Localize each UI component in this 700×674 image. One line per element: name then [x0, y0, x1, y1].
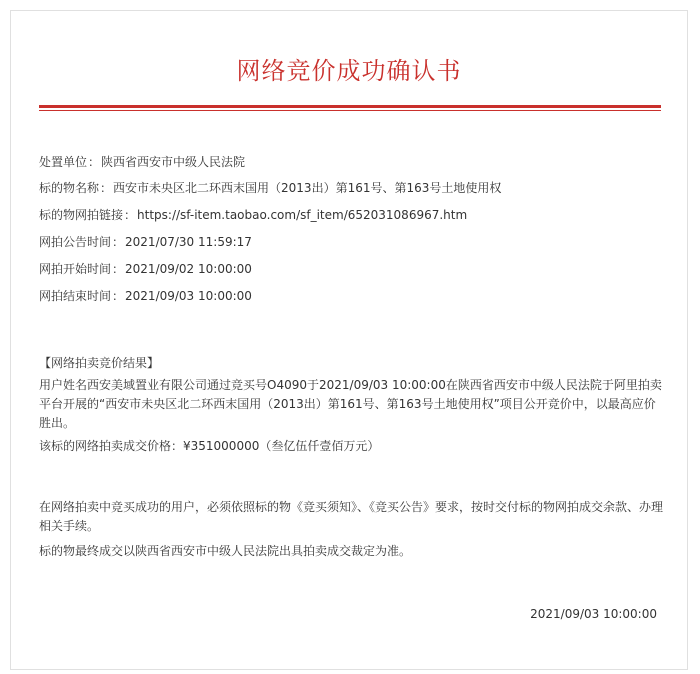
footer-date: 2021/09/03 10:00:00: [530, 607, 657, 621]
field-label: 网拍结束时间: [39, 289, 112, 303]
field-label: 处置单位: [39, 155, 88, 169]
field-disposal-unit: 处置单位：陕西省西安市中级人民法院: [39, 155, 246, 169]
field-item-link: 标的物网拍链接：https://sf-item.taobao.com/sf_item/652031086967.htm: [39, 208, 468, 222]
field-value: 2021/09/03 10:00:00: [125, 289, 252, 303]
confirmation-document: [10, 10, 688, 670]
result-paragraph: 用户姓名西安美域置业有限公司通过竞买号O4090于2021/09/03 10:00:00在陕西省西安市中级人民法院于阿里拍卖平台开展的“西安市未央区北二环西末国用（2013出）第161号、第163号土地使用权”项目公开竞价中，以最高应价胜出。: [39, 378, 662, 430]
field-announce-time: 网拍公告时间：2021/07/30 11:59:17: [39, 235, 252, 249]
field-start-time: 网拍开始时间：2021/09/02 10:00:00: [39, 262, 252, 276]
note-payment: 在网络拍卖中竞买成功的用户，必须依照标的物《竞买须知》、《竞买公告》要求，按时交付标的物网拍成交余款、办理相关手续。: [39, 500, 664, 533]
field-label: 网拍公告时间: [39, 235, 112, 249]
note-final-ruling: 标的物最终成交以陕西省西安市中级人民法院出具拍卖成交裁定为准。: [39, 544, 412, 558]
field-value: 陕西省西安市中级人民法院: [101, 155, 246, 169]
item-link[interactable]: https://sf-item.taobao.com/sf_item/652031086967.htm: [137, 208, 468, 222]
title-divider-thick: [39, 105, 661, 108]
field-label: 标的物网拍链接: [39, 208, 124, 222]
result-price: 该标的网络拍卖成交价格：¥351000000（叁亿伍仟壹佰万元）: [39, 439, 380, 453]
title-divider-thin: [39, 110, 661, 111]
field-value: 2021/09/02 10:00:00: [125, 262, 252, 276]
field-label: 网拍开始时间: [39, 262, 112, 276]
field-value: 2021/07/30 11:59:17: [125, 235, 252, 249]
document-title: 网络竞价成功确认书: [236, 57, 462, 85]
field-label: 标的物名称: [39, 181, 100, 195]
field-end-time: 网拍结束时间：2021/09/03 10:00:00: [39, 289, 252, 303]
result-heading: 【网络拍卖竞价结果】: [39, 356, 160, 370]
field-value: 西安市未央区北二环西末国用（2013出）第161号、第163号土地使用权: [113, 181, 502, 195]
field-item-name: 标的物名称：西安市未央区北二环西末国用（2013出）第161号、第163号土地使用权: [39, 181, 502, 195]
